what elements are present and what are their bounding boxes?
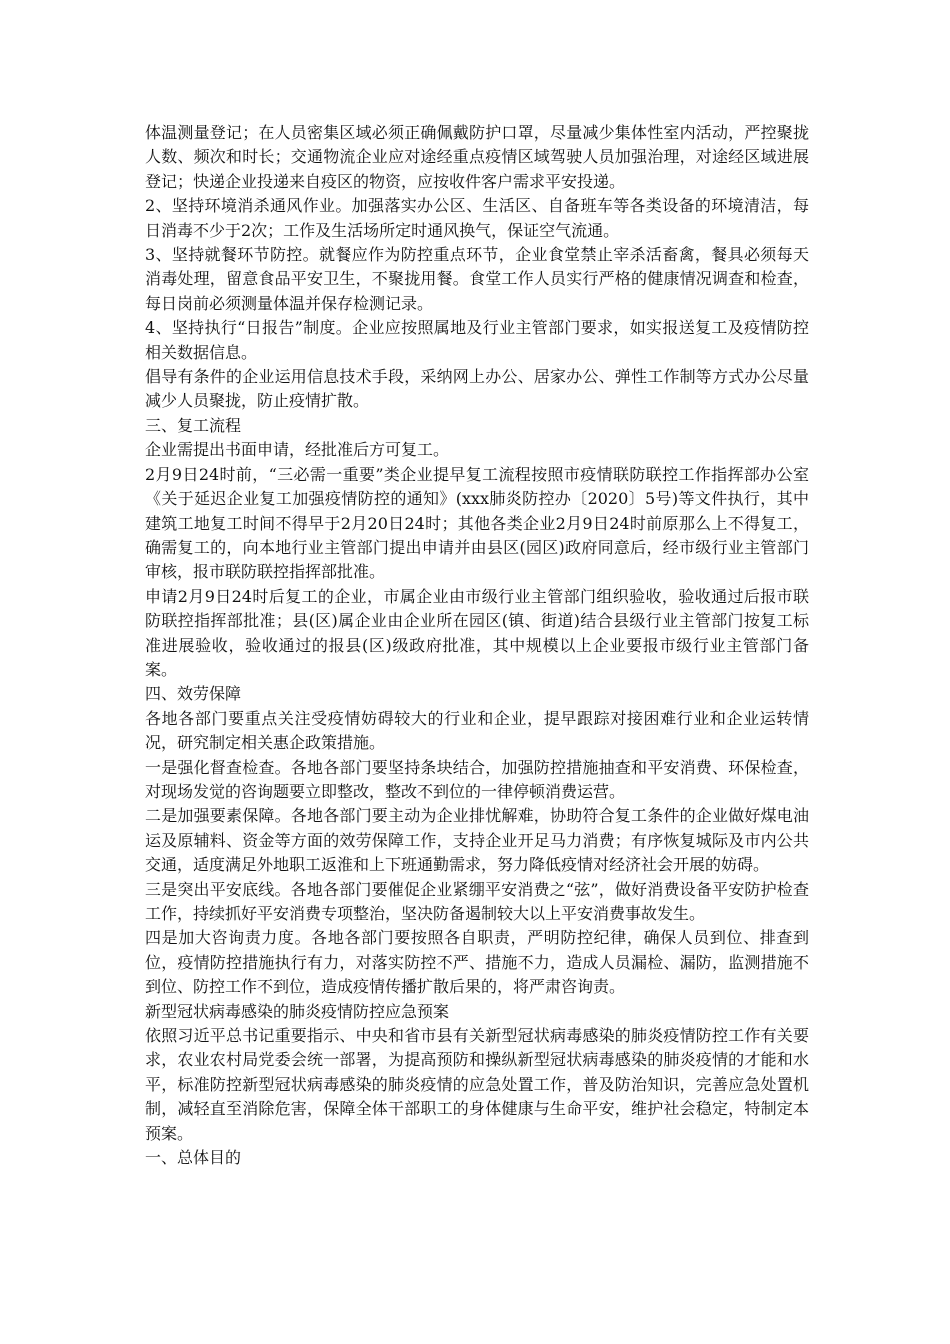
document-body [145,121,809,1170]
section-heading: 一、总体目的 [145,1148,242,1168]
paragraph: 二是加强要素保障。各地各部门要主动为企业排忧解难，协助符合复工条件的企业做好煤电油运及原辅料、资金等方面的效劳保障工作，支持企业开足马力消费；有序恢复城际及市内公共交通，适度满足外地职工返淮和上下班通勤需求，努力降低疫情对经济社会开展的妨碍。 [145,806,809,875]
paragraph: 倡导有条件的企业运用信息技术手段，采纳网上办公、居家办公、弹性工作制等方式办公尽量减少人员聚拢，防止疫情扩散。 [145,367,809,411]
paragraph: 申请2月9日24时后复工的企业，市属企业由市级行业主管部门组织验收，验收通过后报市联防联控指挥部批准；县(区)属企业由企业所在园区(镇、街道)结合县级行业主管部门按复工标准进展验收，验收通过的报县(区)级政府批准，其中规模以上企业要报市级行业主管部门备案。 [145,586,809,679]
paragraph: 3、坚持就餐环节防控。就餐应作为防控重点环节，企业食堂禁止宰杀活畜禽，餐具必须每天消毒处理，留意食品平安卫生，不聚拢用餐。食堂工作人员实行严格的健康情况调查和检查，每日岗前必须测量体温并保存检测记录。 [145,245,809,313]
paragraph: 四是加大咨询责力度。各地各部门要按照各自职责，严明防控纪律，确保人员到位、排查到位，疫情防控措施执行有力，对落实防控不严、措施不力，造成人员漏检、漏防，监测措施不到位、防控工作不到位，造成疫情传播扩散后果的，将严肃咨询责。 [145,928,809,997]
paragraph: 依照习近平总书记重要指示、中央和省市县有关新型冠状病毒感染的肺炎疫情防控工作有关要求，农业农村局党委会统一部署，为提高预防和操纵新型冠状病毒感染的肺炎疫情的才能和水平，标准防控新型冠状病毒感染的肺炎疫情的应急处置工作，普及防治知识，完善应急处置机制，减轻直至消除危害，保障全体干部职工的身体健康与生命平安，维护社会稳定，特制定本预案。 [145,1026,809,1143]
paragraph: 体温测量登记；在人员密集区域必须正确佩戴防护口罩，尽量减少集体性室内活动，严控聚拢人数、频次和时长；交通物流企业应对途经重点疫情区域驾驶人员加强治理，对途经区域进展登记；快递企业投递来自疫区的物资，应按收件客户需求平安投递。 [145,123,809,191]
document-title: 新型冠状病毒感染的肺炎疫情防控应急预案 [145,1001,450,1021]
paragraph: 企业需提出书面申请，经批准后方可复工。 [145,440,450,460]
paragraph: 一是强化督查检查。各地各部门要坚持条块结合，加强防控措施抽查和平安消费、环保检查，对现场发觉的咨询题要立即整改，整改不到位的一律停顿消费运营。 [145,757,809,801]
paragraph: 4、坚持执行“日报告”制度。企业应按照属地及行业主管部门要求，如实报送复工及疫情防控相关数据信息。 [145,318,809,362]
section-heading: 三、复工流程 [145,415,242,435]
paragraph: 三是突出平安底线。各地各部门要催促企业紧绷平安消费之“弦”，做好消费设备平安防护检查工作，持续抓好平安消费专项整治，坚决防备遏制较大以上平安消费事故发生。 [145,879,809,923]
section-heading: 四、效劳保障 [145,684,242,704]
paragraph: 各地各部门要重点关注受疫情妨碍较大的行业和企业，提早跟踪对接困难行业和企业运转情况，研究制定相关惠企政策措施。 [145,708,809,753]
paragraph: 2、坚持环境消杀通风作业。加强落实办公区、生活区、自备班车等各类设备的环境清洁，每日消毒不少于2次；工作及生活场所定时通风换气，保证空气流通。 [145,196,809,240]
paragraph: 2月9日24时前，“三必需一重要”类企业提早复工流程按照市疫情联防联控工作指挥部办公室《关于延迟企业复工加强疫情防控的通知》(xxx肺炎防控办〔2020〕5号)等文件执行，其中建筑工地复工时间不得早于2月20日24时；其他各类企业2月9日24时前原那么上不得复工，确需复工的，向本地行业主管部门提出申请并由县区(园区)政府同意后，经市级行业主管部门审核，报市联防联控指挥部批准。 [145,464,809,582]
